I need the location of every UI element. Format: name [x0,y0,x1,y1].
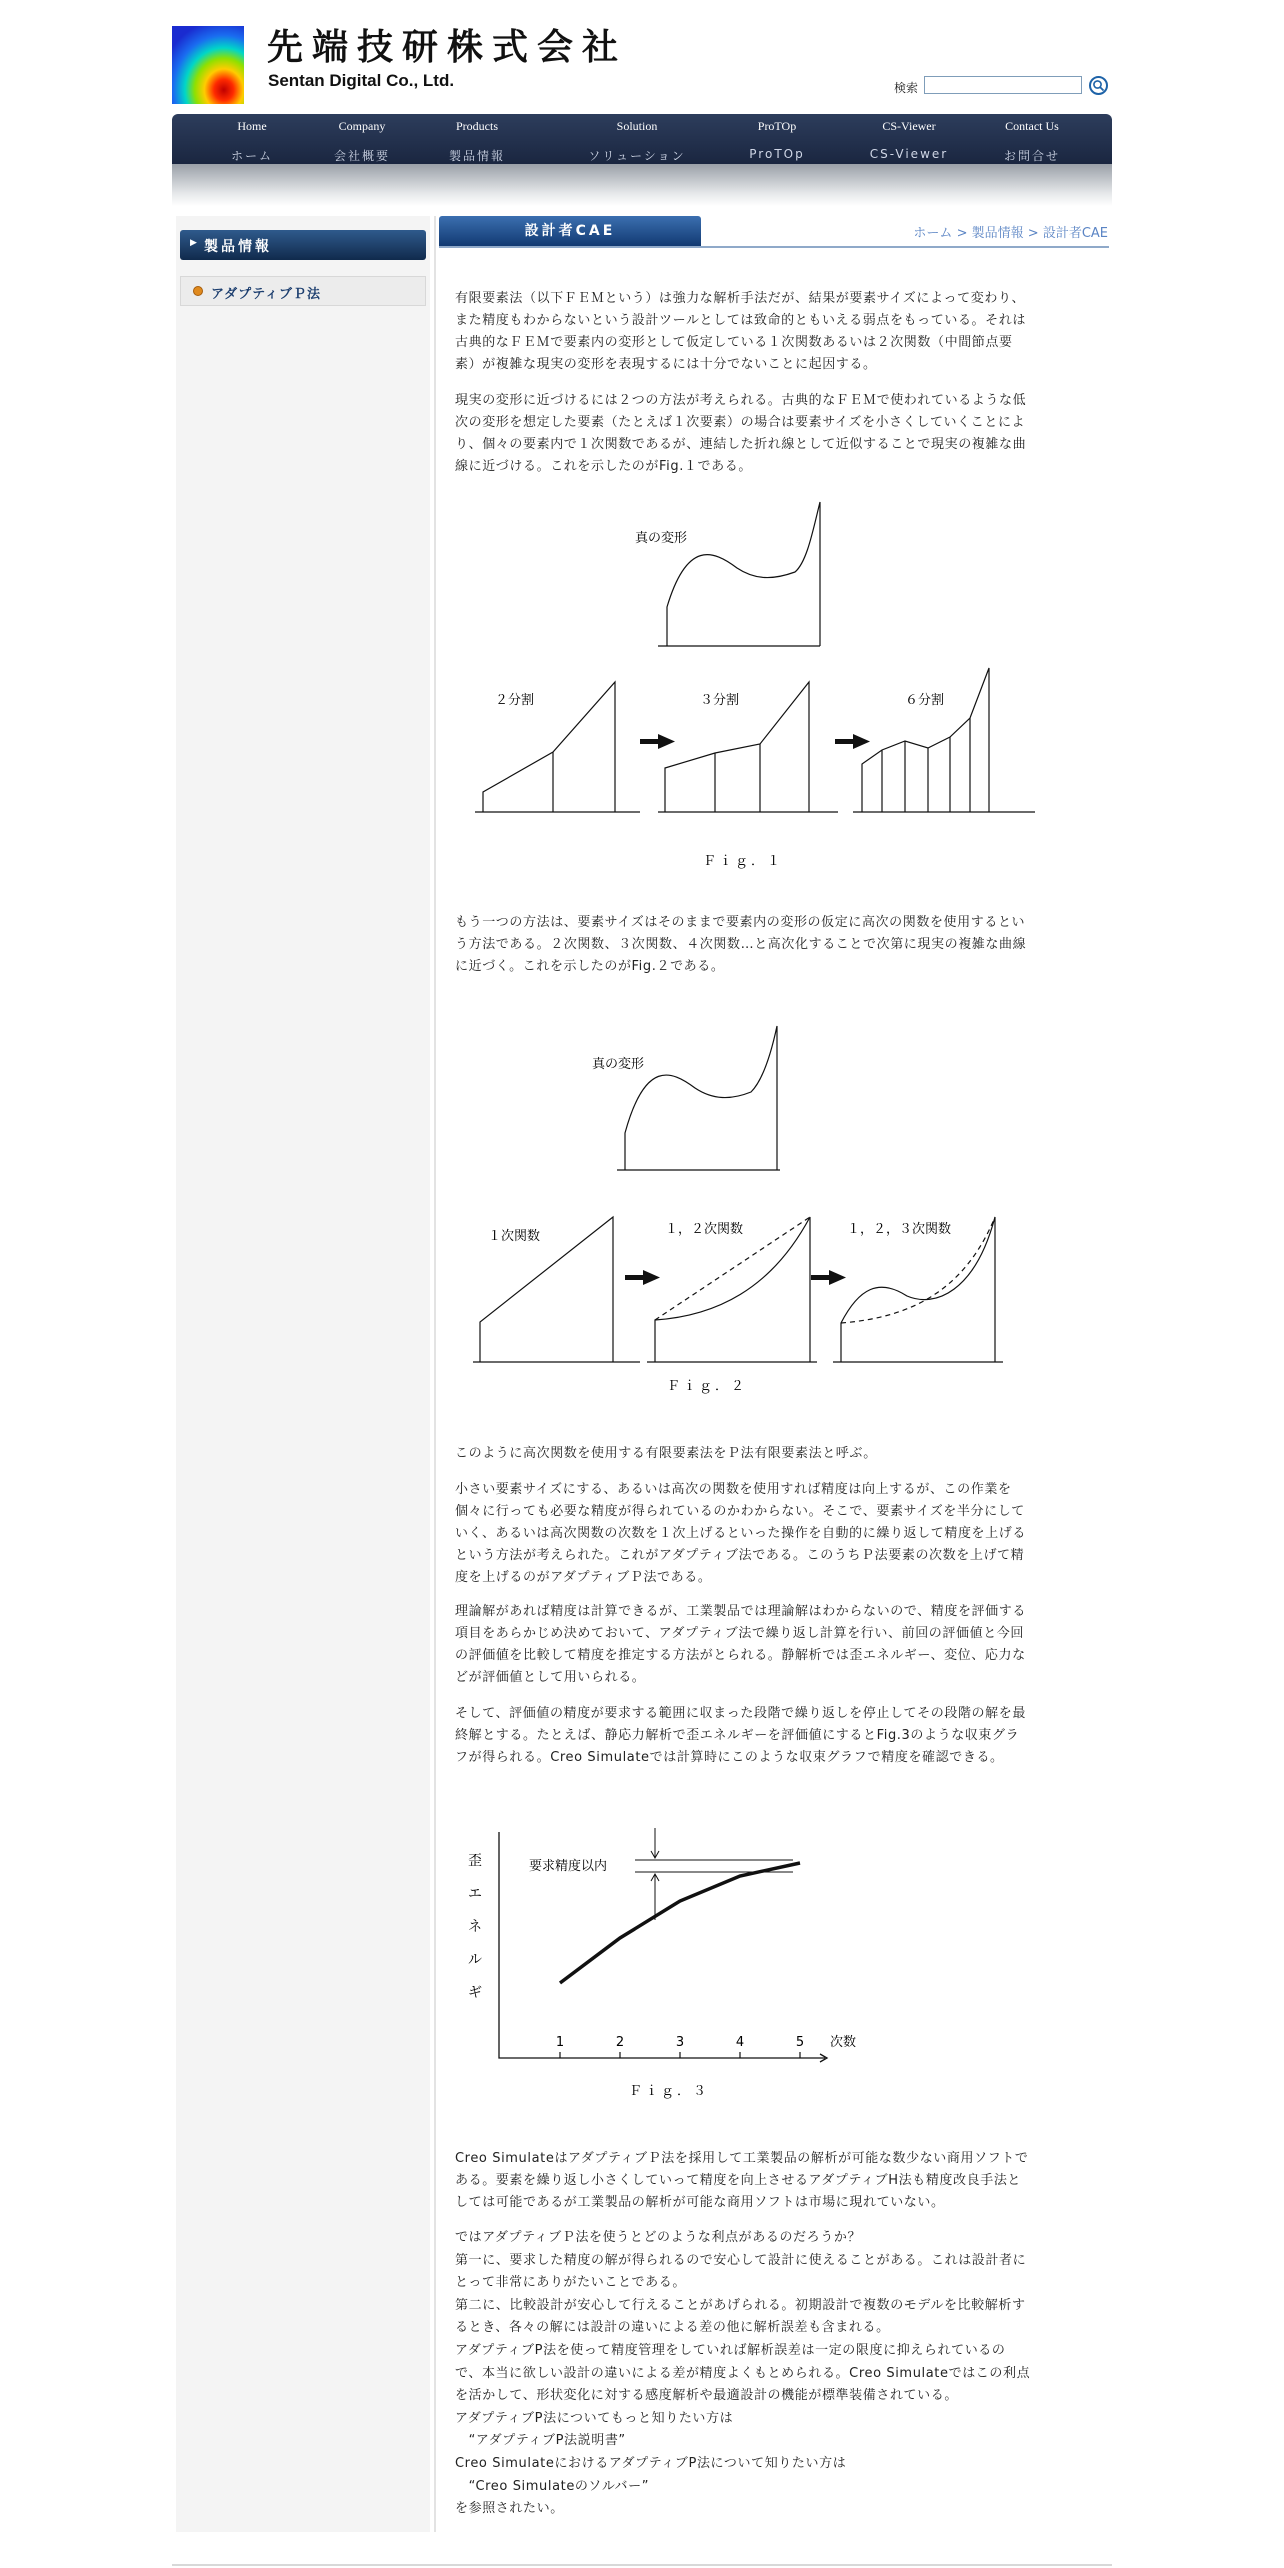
fig2-cubic [833,1217,1003,1362]
nav-label-en: Solution [616,119,658,133]
ylabel-char: エ [468,1886,482,1902]
nav-label-jp: ホーム [230,149,273,163]
link-adaptive-p-manual[interactable]: “アダプティブP法説明書” [455,2433,626,2449]
nav-item-protop[interactable] [722,114,832,164]
fig3-caption: Ｆｉｇ．３ [629,2084,710,2099]
convergence-curve [560,1863,800,1983]
arrow-right-icon [811,1270,846,1285]
breadcrumb-separator: > [1027,226,1039,241]
x-tick-label: 4 [735,2035,745,2050]
paragraph-methods [455,390,1097,478]
sidebar-divider [434,216,436,2532]
text-line: 小さい要素サイズにする、あるいは高次の関数を使用すれば精度は向上するが、この作業を [455,1482,1012,1497]
text-line: 理論解があれば精度は計算できるが、工業製品では理論解はわからないので、精度を評価する [455,1604,1026,1619]
text-line: とって非常にありがたいことである。 [455,2275,686,2291]
breadcrumb-home[interactable]: ホーム [913,226,953,241]
nav-label-jp: ソリューション [588,149,686,163]
title-underline [439,246,1109,248]
breadcrumb-current: 設計者CAE [1042,226,1108,241]
fig1-label-6: ６分割 [905,693,945,708]
text-line: を参照されたい。 [455,2501,564,2517]
text-line: 終解とする。たとえば、静応力解析で歪エネルギーを評価値にするとFig.3のような収束グラ [455,1728,1020,1743]
search-icon [1092,79,1105,92]
paragraph-benefits [455,2227,1097,2521]
text-line: 項目をあらかじめ決めておいて、アダプティブ法で繰り返し計算を行い、前回の評価値と今回 [455,1626,1024,1641]
text-line: しては可能であるが工業製品の解析が可能な商用ソフトは市場に現れていない。 [455,2195,945,2210]
nav-label-jp: CS-Viewer [869,147,949,161]
fig1-6-segments [853,668,1035,812]
paragraph-intro [455,288,1097,376]
text-line: に近づく。これを示したのがFig.２である。 [455,959,725,974]
nav-label-jp: 会社概要 [333,149,390,163]
fig1-label-3: ３分割 [700,693,740,708]
text-line: アダプティブP法を使って精度管理をしていれば解析誤差は一定の限度に抑えられているの [455,2342,1006,2358]
figure-1 [455,490,1095,880]
main-nav [172,114,1112,164]
paragraph-adaptive [455,1479,1097,1589]
text-line: う方法である。２次関数、３次関数、４次関数…と高次化することで次第に現実の複雑な曲線 [455,937,1027,952]
fig1-label-2: ２分割 [495,693,535,708]
text-line: このように高次関数を使用する有限要素法をＰ法有限要素法と呼ぶ。 [455,1446,877,1461]
search-input[interactable] [924,76,1082,94]
breadcrumb [913,222,1108,241]
text-line: で、本当に欲しい設計の違いによる差が精度よくもとめられる。Creo Simulateではこの利点 [455,2365,1031,2381]
text-line: 個々に行っても必要な精度が得られているのかわからない。そこで、要素サイズを半分にして [455,1504,1025,1519]
nav-item-cs-viewer[interactable] [844,114,974,164]
sidebar-header-label: 製品情報 [204,239,272,255]
text-line: 素）が複雑な現実の変形を表現するには十分でないことに起因する。 [455,357,877,372]
text-line: 第二に、比較設計が安心して行えることがあげられる。初期設計で複数のモデルを比較解析す [455,2297,1026,2313]
nav-item-products[interactable] [422,114,532,164]
fig3-xlabel: 次数 [830,2035,857,2050]
fig2-label-linear: １次関数 [488,1229,541,1244]
text-line: り、個々の要素内で１次関数であるが、連結した折れ線として近似することで現実の複雑な曲 [455,437,1027,452]
paragraph-creo [455,2148,1097,2214]
nav-item-company[interactable] [312,114,412,164]
company-name-en: Sentan Digital Co., Ltd. [268,71,455,90]
x-axis-ticks [560,2052,800,2058]
nav-label-jp: ProTOp [749,147,805,161]
ylabel-char: ル [468,1952,482,1968]
search-label: 検索 [894,81,919,95]
figure-3 [455,1820,875,2110]
nav-label-en: Contact Us [1005,119,1059,133]
text-line: 線に近づける。これを示したのがFig.１である。 [455,459,752,474]
nav-label-en: Company [338,119,386,133]
nav-label-en: Home [237,119,267,133]
fig1-true-label: 真の変形 [635,531,688,546]
nav-label-en: Products [456,119,498,133]
text-line: 度を上げるのがアダプティブＰ法である。 [455,1570,712,1585]
paragraph-p-method [455,912,1097,978]
text-line: を活かして、形状変化に対する感度解析や最適設計の機能が標準装備されている。 [455,2388,958,2404]
nav-label-en: CS-Viewer [882,119,936,133]
x-tick-label: 1 [555,2035,565,2050]
triangle-right-icon: ▶ [190,238,197,248]
x-tick-label: 2 [615,2035,625,2050]
sidebar-item-adaptive-p[interactable] [180,276,426,306]
figure-2 [455,1020,1095,1400]
search-button[interactable] [1089,76,1108,95]
arrow-right-icon [835,734,870,749]
x-tick-label: 5 [795,2035,805,2050]
nav-item-contact[interactable] [972,114,1092,164]
footer-divider [172,2564,1112,2566]
text-line: アダプティブP法についてもっと知りたい方は [455,2410,734,2426]
arrow-right-icon [625,1270,660,1285]
fig2-label-cubic: １，２，３次関数 [847,1222,952,1237]
text-line: Creo SimulateはアダプティブＰ法を採用して工業製品の解析が可能な数少ない商用ソフトで [455,2151,1029,2166]
company-logo[interactable] [172,26,244,104]
sidebar [176,216,430,2532]
link-creo-solver[interactable]: “Creo Simulateのソルバー” [455,2478,650,2494]
arrow-right-icon [640,734,675,749]
page-wrapper [172,0,1112,2568]
true-deformation-curve [625,1026,777,1170]
company-name-jp: 先端技研株式会社 [267,27,628,68]
fig3-annotation: 要求精度以内 [529,1859,608,1874]
fig2-quadratic [647,1217,817,1362]
fig2-caption: Ｆｉｇ．２ [667,1379,748,1394]
true-deformation-curve [667,502,820,646]
text-line: という方法が考えられた。これがアダプティブ法である。このうちＰ法要素の次数を上げて精 [455,1548,1025,1563]
fig1-caption: Ｆｉｇ．１ [703,854,784,869]
nav-label-en: ProTOp [757,119,797,133]
text-line: るとき、各々の解には設計の違いによる差の他に解析誤差も含まれる。 [455,2320,890,2336]
text-line: 古典的なＦＥＭで要素内の変形として仮定している１次関数あるいは２次関数（中間節点要 [455,335,1013,350]
text-line: そして、評価値の精度が要求する範囲に収まった段階で繰り返しを停止してその段階の解を最 [455,1706,1026,1721]
text-line: どが評価値として用いられる。 [455,1670,646,1685]
nav-shadow [172,164,1112,206]
x-tick-label: 3 [675,2035,685,2050]
text-line: 次の変形を想定した要素（たとえば１次要素）の場合は要素サイズを小さくしていくことによ [455,415,1026,430]
text-line: Creo SimulateにおけるアダプティブP法について知りたい方は [455,2455,847,2471]
text-line: の評価値を比較して精度を推定する方法がとられる。静解析では歪エネルギー、変位、応力な [455,1648,1026,1663]
fig2-label-quadratic: １，２次関数 [665,1222,744,1237]
bullet-icon [193,286,203,296]
sidebar-item-label: アダプティブＰ法 [211,287,322,302]
text-line: いく、あるいは高次関数の次数を１次上げるといった操作を自動的に繰り返して精度を上げる [455,1526,1026,1541]
nav-label-jp: 製品情報 [448,149,505,163]
ylabel-char: ネ [468,1919,482,1935]
nav-item-home[interactable] [212,114,292,164]
paragraph-evaluation [455,1601,1097,1689]
fig3-ylabel [468,1853,482,2001]
nav-item-solution[interactable] [562,114,712,164]
breadcrumb-products[interactable]: 製品情報 [971,226,1024,241]
sidebar-header [180,230,426,260]
paragraph-convergence [455,1703,1097,1769]
nav-label-jp: お問合せ [1003,149,1060,163]
paragraph-p-fem [455,1443,1097,1465]
text-line: 現実の変形に近づけるには２つの方法が考えられる。古典的なＦＥＭで使われているような低 [455,393,1027,408]
text-line: 第一に、要求した精度の解が得られるので安心して設計に使えることがある。これは設計者に [455,2252,1027,2268]
text-line: また精度もわからないという設計ツールとしては致命的ともいえる弱点をもっている。それは [455,313,1026,328]
page-title: 設計者CAE [439,216,701,246]
text-line: 有限要素法（以下ＦＥＭという）は強力な解析手法だが、結果が要素サイズによって変わり、 [455,291,1026,306]
text-line: ではアダプティブＰ法を使うとどのような利点があるのだろうか？ [455,2230,862,2245]
text-line: フが得られる。Creo Simulateでは計算時にこのような収束グラフで精度を確認できる。 [455,1750,1004,1765]
breadcrumb-separator: > [956,226,968,241]
fig1-3-segments [658,682,838,812]
ylabel-char: 歪 [468,1853,482,1869]
fig2-true-label: 真の変形 [592,1057,645,1072]
text-line: もう一つの方法は、要素サイズはそのままで要素内の変形の仮定に高次の関数を使用するとい [455,915,1026,930]
text-line: ある。要素を繰り返し小さくしていって精度を向上させるアダプティブH法も精度改良手法と [455,2173,1022,2188]
ylabel-char: ギ [468,1985,482,2001]
